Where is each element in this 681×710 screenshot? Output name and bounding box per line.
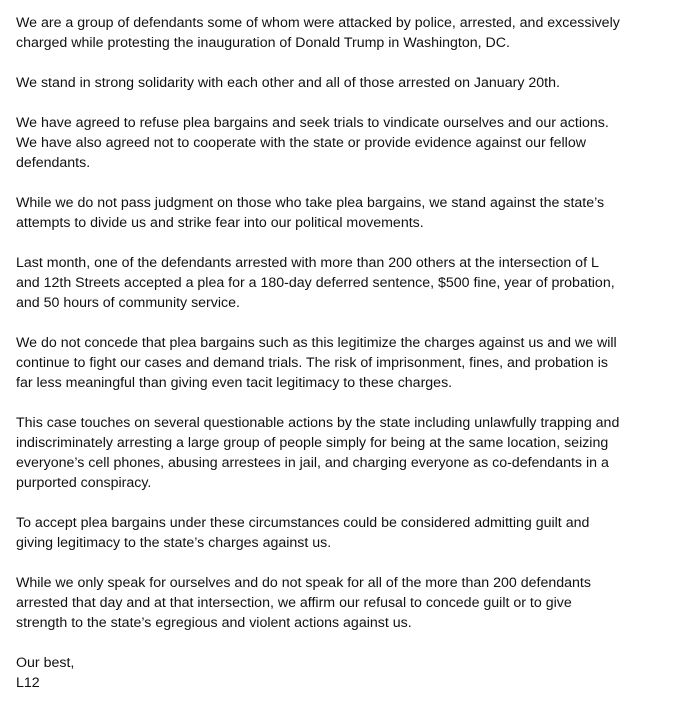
paragraph-no-judgment: While we do not pass judgment on those who take plea bargains, we stand against the state’s attempts to divide us and strike fear into our political movements. [16, 195, 605, 231]
letter-body [16, 13, 676, 693]
paragraph-last-month: Last month, one of the defendants arrested with more than 200 others at the intersection of L and 12th Streets accepted a plea for a 180-day deferred sentence, $500 fine, year of probation, and 50 hours of community service. [16, 255, 615, 311]
closing-line: Our best, [16, 655, 75, 671]
signature: L12 [16, 675, 40, 691]
paragraph-solidarity: We stand in strong solidarity with each other and all of those arrested on January 20th. [16, 75, 560, 91]
paragraph-questionable-actions: This case touches on several questionable actions by the state including unlawfully trapping and indiscriminately arresting a large group of people simply for being at the same location, seizing everyone’s cell phones, abusing arrestees in jail, and charging everyone as co-defendants in a purported conspiracy. [16, 415, 620, 491]
paragraph-intro: We are a group of defendants some of whom were attacked by police, arrested, and excessively charged while protesting the inauguration of Donald Trump in Washington, DC. [16, 15, 620, 51]
paragraph-refuse-pleas: We have agreed to refuse plea bargains and seek trials to vindicate ourselves and our actions. We have also agreed not to cooperate with the state or provide evidence against our fellow defendants. [16, 115, 609, 171]
paragraph-do-not-concede: We do not concede that plea bargains such as this legitimize the charges against us and we will continue to fight our cases and demand trials. The risk of imprisonment, fines, and probation is far less meaningful than giving even tacit legitimacy to these charges. [16, 335, 617, 391]
paragraph-speak-for-ourselves: While we only speak for ourselves and do not speak for all of the more than 200 defendants arrested that day and at that intersection, we affirm our refusal to concede guilt or to give strength to the state’s egregious and violent actions against us. [16, 575, 591, 631]
paragraph-accept-pleas: To accept plea bargains under these circumstances could be considered admitting guilt and giving legitimacy to the state’s charges against us. [16, 515, 590, 551]
